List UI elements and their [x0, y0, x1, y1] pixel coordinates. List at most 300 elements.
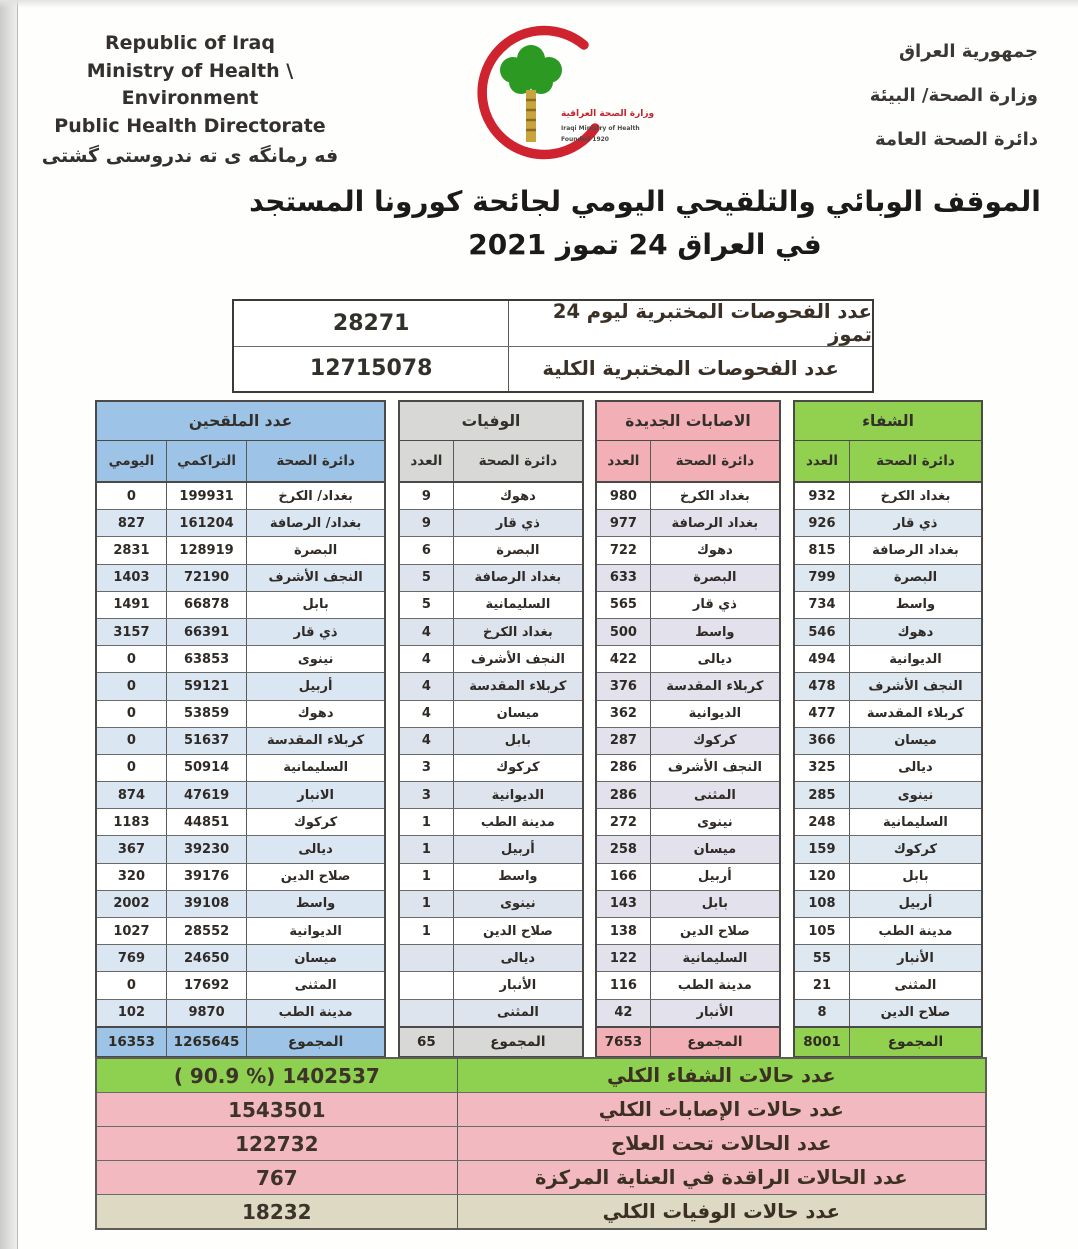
- table-cell: 161204: [166, 510, 246, 536]
- table-row: [597, 781, 779, 808]
- table-cell: 1265645: [166, 1028, 246, 1056]
- table-cell: ذي قار: [246, 619, 384, 645]
- table-row: [795, 591, 981, 618]
- table-cell: ( 90.9 %) 1402537: [173, 1063, 380, 1088]
- table-cell: أربيل: [849, 891, 981, 917]
- table-cell: 66391: [166, 619, 246, 645]
- table-cell: واسط: [849, 592, 981, 618]
- infections-table-body: [597, 483, 779, 1026]
- report-title-line-1: الموقف الوبائي والتلقيحي اليومي لجائحة كورونا المستجد: [249, 185, 1041, 218]
- table-cell: 17692: [166, 972, 246, 998]
- table-cell: المثنى: [246, 972, 384, 998]
- table-cell: 799: [808, 570, 836, 586]
- table-cell: بغداد الكرخ: [849, 483, 981, 509]
- table-cell: 1403: [113, 570, 150, 586]
- table-row: [597, 509, 779, 536]
- table-cell: التراكمي: [166, 441, 246, 481]
- table-row: [97, 700, 384, 727]
- table-cell: 767: [255, 1165, 298, 1190]
- table-cell: 50914: [166, 755, 246, 781]
- table-cell: [400, 945, 453, 971]
- deaths-table-title: الوفيات: [400, 402, 582, 441]
- summary-row: [97, 1092, 985, 1126]
- table-row: [97, 483, 384, 509]
- table-cell: 366: [808, 733, 836, 749]
- table-cell: بابل: [246, 592, 384, 618]
- table-row: [97, 781, 384, 808]
- table-row: [97, 754, 384, 781]
- table-cell: الديوانية: [650, 701, 779, 727]
- table-cell: مدينة الطب: [246, 1000, 384, 1026]
- table-cell: صلاح الدين: [849, 1000, 981, 1026]
- table-cell: 258: [609, 842, 637, 858]
- table-cell: دهوك: [849, 619, 981, 645]
- table-row: [795, 564, 981, 591]
- table-cell: 12715078: [309, 356, 433, 382]
- table-cell: 120: [808, 869, 836, 885]
- table-cell: 53859: [166, 701, 246, 727]
- table-cell: 2831: [113, 542, 150, 558]
- deaths-table-header: [400, 441, 582, 483]
- table-cell: ذي قار: [650, 592, 779, 618]
- table-row: [597, 944, 779, 971]
- scan-top-edge: [0, 0, 1078, 8]
- table-cell: البصرة: [650, 565, 779, 591]
- vaccinated-table: [95, 400, 386, 1058]
- table-cell: 320: [117, 869, 145, 885]
- table-cell: 8001: [803, 1033, 841, 1050]
- recovery-table-title: الشفاء: [795, 402, 981, 441]
- english-line-2: Ministry of Health \ Environment: [86, 59, 294, 110]
- arabic-line-1: جمهورية العراق: [898, 41, 1038, 62]
- table-cell: الأنبار: [453, 972, 582, 998]
- infections-table-total: [597, 1026, 779, 1056]
- summary-row: [97, 1059, 985, 1092]
- table-cell: 9870: [166, 1000, 246, 1026]
- table-cell: المجموع: [650, 1028, 779, 1056]
- table-cell: 1027: [113, 923, 150, 939]
- table-row: [400, 591, 582, 618]
- table-row: [795, 808, 981, 835]
- table-cell: 926: [808, 515, 836, 531]
- scan-left-edge: [0, 0, 18, 1249]
- table-cell: 422: [609, 651, 637, 667]
- table-row: [234, 301, 872, 346]
- deaths-table: [398, 400, 584, 1058]
- table-cell: 0: [126, 488, 136, 504]
- table-row: [97, 509, 384, 536]
- table-cell: عدد حالات الوفيات الكلي: [457, 1195, 985, 1228]
- table-cell: 932: [808, 488, 836, 504]
- table-row: [97, 835, 384, 862]
- table-cell: 477: [808, 706, 836, 722]
- moh-logo-svg: [443, 14, 658, 179]
- vaccinated-table-total: [97, 1026, 384, 1056]
- table-cell: النجف الأشرف: [849, 673, 981, 699]
- table-cell: [400, 972, 453, 998]
- table-cell: 122: [609, 950, 637, 966]
- table-cell: 8: [817, 1005, 827, 1021]
- table-cell: ديالى: [650, 646, 779, 672]
- arabic-line-2: وزارة الصحة/ البيئة: [869, 85, 1038, 107]
- table-cell: نينوى: [453, 891, 582, 917]
- table-row: [97, 944, 384, 971]
- table-cell: 65: [416, 1033, 436, 1050]
- table-cell: السليمانية: [246, 755, 384, 781]
- table-cell: البصرة: [849, 565, 981, 591]
- table-cell: كركوك: [650, 728, 779, 754]
- table-cell: 272: [609, 814, 637, 830]
- english-header-block: [25, 30, 355, 171]
- table-cell: [400, 1000, 453, 1026]
- table-cell: السليمانية: [849, 809, 981, 835]
- table-row: [597, 483, 779, 509]
- vaccinated-table-body: [97, 483, 384, 1026]
- table-cell: النجف الأشرف: [650, 755, 779, 781]
- table-cell: 874: [117, 787, 145, 803]
- table-cell: 0: [126, 977, 136, 993]
- table-row: [400, 483, 582, 509]
- table-cell: ذي قار: [453, 510, 582, 536]
- table-cell: 287: [609, 733, 637, 749]
- logo-caption: [561, 109, 654, 143]
- table-cell: بغداد الرصافة: [849, 537, 981, 563]
- summary-row: [97, 1126, 985, 1160]
- table-cell: صلاح الدين: [453, 918, 582, 944]
- table-cell: 0: [126, 706, 136, 722]
- table-row: [97, 727, 384, 754]
- table-row: [97, 917, 384, 944]
- table-cell: الأنبار: [650, 1000, 779, 1026]
- table-cell: العدد: [607, 453, 640, 469]
- table-row: [597, 591, 779, 618]
- table-cell: نينوى: [849, 782, 981, 808]
- table-row: [795, 754, 981, 781]
- table-cell: 28552: [166, 918, 246, 944]
- table-row: [795, 835, 981, 862]
- table-cell: 9: [421, 515, 431, 531]
- table-cell: 0: [126, 651, 136, 667]
- table-cell: 159: [808, 842, 836, 858]
- recovery-table-header: [795, 441, 981, 483]
- table-cell: النجف الأشرف: [453, 646, 582, 672]
- logo-caption-arabic: وزارة الصحة العراقية: [561, 109, 655, 119]
- table-cell: عدد حالات الشفاء الكلي: [457, 1059, 985, 1092]
- table-cell: 39176: [166, 864, 246, 890]
- table-cell: العدد: [805, 453, 838, 469]
- table-cell: 1: [421, 923, 431, 939]
- table-row: [795, 781, 981, 808]
- table-cell: بغداد الرصافة: [650, 510, 779, 536]
- table-cell: 565: [609, 597, 637, 613]
- table-cell: عدد الحالات الراقدة في العناية المركزة: [457, 1161, 985, 1194]
- table-cell: المجموع: [849, 1028, 981, 1056]
- table-cell: 478: [808, 678, 836, 694]
- table-row: [97, 863, 384, 890]
- table-row: [400, 781, 582, 808]
- table-cell: صلاح الدين: [246, 864, 384, 890]
- table-cell: مدينة الطب: [650, 972, 779, 998]
- table-cell: كركوك: [246, 809, 384, 835]
- table-cell: ديالى: [453, 945, 582, 971]
- table-row: [97, 999, 384, 1026]
- table-row: [597, 971, 779, 998]
- table-cell: 286: [609, 760, 637, 776]
- table-row: [795, 863, 981, 890]
- vaccinated-table-title: عدد الملقحين: [97, 402, 384, 441]
- table-cell: عدد الحالات تحت العلاج: [457, 1127, 985, 1160]
- table-cell: واسط: [453, 864, 582, 890]
- table-row: [400, 536, 582, 563]
- table-cell: 977: [609, 515, 637, 531]
- table-cell: كربلاء المقدسة: [650, 673, 779, 699]
- table-cell: ميسان: [453, 701, 582, 727]
- table-row: [400, 971, 582, 998]
- table-cell: كربلاء المقدسة: [849, 701, 981, 727]
- table-cell: 4: [421, 678, 431, 694]
- table-cell: العدد: [410, 453, 443, 469]
- table-cell: الديوانية: [246, 918, 384, 944]
- table-row: [597, 564, 779, 591]
- table-row: [795, 890, 981, 917]
- table-cell: ذي قار: [849, 510, 981, 536]
- table-row: [400, 808, 582, 835]
- table-cell: 4: [421, 651, 431, 667]
- report-title-line-2: في العراق 24 تموز 2021: [468, 228, 822, 262]
- table-cell: بابل: [453, 728, 582, 754]
- table-cell: أربيل: [453, 836, 582, 862]
- table-cell: 9: [421, 488, 431, 504]
- table-cell: بغداد/ الكرخ: [246, 483, 384, 509]
- table-cell: 376: [609, 678, 637, 694]
- table-cell: 546: [808, 624, 836, 640]
- table-cell: ميسان: [246, 945, 384, 971]
- table-row: [400, 890, 582, 917]
- table-cell: ديالى: [849, 755, 981, 781]
- table-row: [795, 727, 981, 754]
- table-cell: دائرة الصحة: [650, 441, 779, 481]
- vaccinated-table-header: [97, 441, 384, 483]
- table-cell: 116: [609, 977, 637, 993]
- arabic-header-block: [778, 30, 1038, 162]
- logo-caption-founded: Founded 1920: [561, 136, 609, 143]
- table-cell: 325: [808, 760, 836, 776]
- table-cell: 72190: [166, 565, 246, 591]
- table-cell: الأنبار: [849, 945, 981, 971]
- english-line-1: Republic of Iraq: [105, 32, 275, 54]
- table-row: [597, 700, 779, 727]
- english-line-3: Public Health Directorate: [54, 114, 326, 137]
- table-row: [795, 536, 981, 563]
- summary-row: [97, 1160, 985, 1194]
- table-cell: 39108: [166, 891, 246, 917]
- palm-tree-icon: [500, 45, 562, 142]
- table-cell: 248: [808, 814, 836, 830]
- table-cell: 5: [421, 570, 431, 586]
- table-cell: 1543501: [228, 1097, 326, 1122]
- table-cell: 5: [421, 597, 431, 613]
- table-cell: 108: [808, 896, 836, 912]
- arabic-line-3: دائرة الصحة العامة: [875, 129, 1038, 151]
- infections-table-header: [597, 441, 779, 483]
- table-cell: 138: [609, 923, 637, 939]
- table-cell: النجف الأشرف: [246, 565, 384, 591]
- table-row: [400, 618, 582, 645]
- table-row: [400, 645, 582, 672]
- logo-caption-english: Iraqi Ministry of Health: [561, 125, 640, 132]
- table-cell: الديوانية: [453, 782, 582, 808]
- table-row: [400, 999, 582, 1026]
- table-cell: واسط: [246, 891, 384, 917]
- table-cell: 367: [117, 842, 145, 858]
- table-row: [97, 645, 384, 672]
- table-cell: 734: [808, 597, 836, 613]
- table-cell: عدد الفحوصات المختبرية الكلية: [508, 347, 872, 392]
- table-cell: نينوى: [246, 646, 384, 672]
- table-row: [597, 618, 779, 645]
- table-cell: دائرة الصحة: [453, 441, 582, 481]
- table-cell: صلاح الدين: [650, 918, 779, 944]
- table-cell: 6: [421, 542, 431, 558]
- table-cell: اليومي: [108, 453, 155, 469]
- table-cell: 769: [117, 950, 145, 966]
- table-cell: البصرة: [453, 537, 582, 563]
- table-row: [97, 591, 384, 618]
- kurdish-line: فه رمانگه ى ته ندروستى گشتى: [41, 145, 339, 168]
- summary-row: [97, 1194, 985, 1228]
- table-cell: بغداد/ الرصافة: [246, 510, 384, 536]
- table-cell: 166: [609, 869, 637, 885]
- table-cell: كربلاء المقدسة: [453, 673, 582, 699]
- table-cell: 4: [421, 733, 431, 749]
- table-cell: 105: [808, 923, 836, 939]
- deaths-table-total: [400, 1026, 582, 1056]
- table-row: [795, 917, 981, 944]
- table-cell: 0: [126, 678, 136, 694]
- table-cell: 47619: [166, 782, 246, 808]
- table-cell: 42: [614, 1005, 633, 1021]
- table-cell: دهوك: [650, 537, 779, 563]
- table-cell: 102: [117, 1005, 145, 1021]
- recovery-table: [793, 400, 983, 1058]
- table-cell: ميسان: [849, 728, 981, 754]
- table-cell: 722: [609, 542, 637, 558]
- table-row: [597, 808, 779, 835]
- table-cell: 1183: [113, 814, 150, 830]
- table-cell: كركوك: [453, 755, 582, 781]
- table-row: [597, 890, 779, 917]
- table-cell: ديالى: [246, 836, 384, 862]
- table-cell: 199931: [166, 483, 246, 509]
- table-row: [597, 672, 779, 699]
- table-row: [400, 672, 582, 699]
- table-cell: المجموع: [453, 1028, 582, 1056]
- table-cell: 1: [421, 814, 431, 830]
- table-cell: 1: [421, 896, 431, 912]
- table-row: [400, 700, 582, 727]
- table-row: [97, 564, 384, 591]
- table-cell: 55: [812, 950, 832, 966]
- table-cell: 4: [421, 706, 431, 722]
- table-row: [400, 944, 582, 971]
- table-row: [795, 971, 981, 998]
- table-row: [795, 618, 981, 645]
- table-cell: بابل: [849, 864, 981, 890]
- table-cell: واسط: [650, 619, 779, 645]
- summary-table: [95, 1057, 987, 1230]
- table-cell: 0: [126, 760, 136, 776]
- table-cell: 1491: [113, 597, 150, 613]
- table-row: [400, 917, 582, 944]
- table-cell: مدينة الطب: [849, 918, 981, 944]
- table-cell: 362: [609, 706, 637, 722]
- recovery-table-body: [795, 483, 981, 1026]
- table-row: [400, 509, 582, 536]
- table-row: [597, 835, 779, 862]
- table-cell: أربيل: [246, 673, 384, 699]
- table-cell: الديوانية: [849, 646, 981, 672]
- table-cell: 4: [421, 624, 431, 640]
- table-cell: 66878: [166, 592, 246, 618]
- table-row: [97, 536, 384, 563]
- table-cell: 51637: [166, 728, 246, 754]
- table-cell: المثنى: [453, 1000, 582, 1026]
- table-cell: بابل: [650, 891, 779, 917]
- table-cell: المثنى: [849, 972, 981, 998]
- table-cell: 815: [808, 542, 836, 558]
- table-row: [597, 727, 779, 754]
- table-cell: 28271: [332, 310, 410, 336]
- table-cell: 500: [609, 624, 637, 640]
- moh-logo: [443, 14, 658, 179]
- table-row: [400, 863, 582, 890]
- table-cell: ميسان: [650, 836, 779, 862]
- table-row: [400, 564, 582, 591]
- deaths-table-body: [400, 483, 582, 1026]
- table-cell: المجموع: [246, 1028, 384, 1056]
- table-cell: كركوك: [849, 836, 981, 862]
- table-row: [97, 890, 384, 917]
- table-row: [597, 999, 779, 1026]
- table-cell: دائرة الصحة: [849, 441, 981, 481]
- table-cell: 2002: [113, 896, 150, 912]
- table-cell: 16353: [107, 1033, 155, 1050]
- table-row: [597, 536, 779, 563]
- table-cell: الانبار: [246, 782, 384, 808]
- table-row: [795, 944, 981, 971]
- table-cell: 143: [609, 896, 637, 912]
- report-title: [150, 180, 1078, 267]
- table-cell: بغداد الكرخ: [650, 483, 779, 509]
- table-cell: دهوك: [246, 701, 384, 727]
- table-cell: 3157: [113, 624, 150, 640]
- table-cell: نينوى: [650, 809, 779, 835]
- table-cell: بغداد الرصافة: [453, 565, 582, 591]
- table-row: [795, 700, 981, 727]
- table-row: [795, 999, 981, 1026]
- table-cell: 494: [808, 651, 836, 667]
- table-row: [97, 672, 384, 699]
- table-cell: 21: [812, 977, 832, 993]
- table-cell: السليمانية: [453, 592, 582, 618]
- table-cell: 59121: [166, 673, 246, 699]
- table-cell: 7653: [604, 1033, 643, 1050]
- table-cell: 827: [117, 515, 145, 531]
- infections-table: [595, 400, 781, 1058]
- table-cell: 128919: [166, 537, 246, 563]
- table-row: [795, 672, 981, 699]
- table-row: [97, 808, 384, 835]
